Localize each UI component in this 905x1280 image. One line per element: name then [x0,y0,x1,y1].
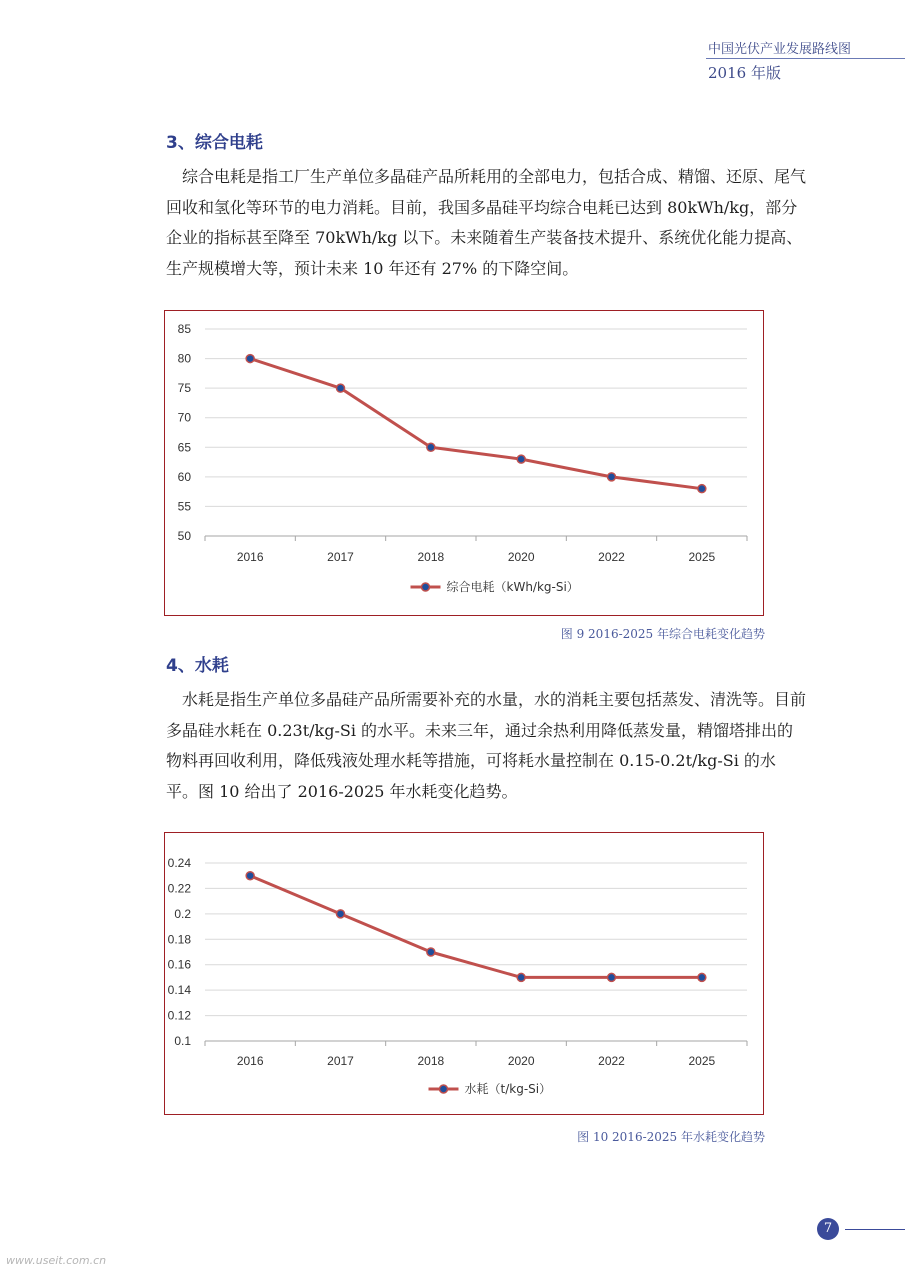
page-number: 7 [817,1218,839,1240]
data-point [698,485,706,493]
chart-power-frame [164,310,764,616]
data-point [246,872,254,880]
chart-power-caption: 图 9 2016-2025 年综合电耗变化趋势 [560,627,765,641]
data-point [698,973,706,981]
y-tick-label: 0.1 [174,1034,191,1048]
chart-power-consumption [165,311,762,614]
legend-label: 综合电耗（kWh/kg-Si） [446,580,579,594]
section-3-heading: 3、综合电耗 [166,133,263,153]
y-tick-label: 0.22 [167,881,191,896]
data-point [337,384,345,392]
series-line [250,359,702,489]
x-tick-label: 2016 [236,1054,264,1068]
data-point [517,455,525,463]
report-edition: 2016 年版 [708,64,781,82]
legend-label: 水耗（t/kg-Si） [464,1082,552,1096]
x-tick-label: 2017 [327,1054,354,1068]
y-tick-label: 70 [177,410,191,425]
data-point [427,948,435,956]
x-tick-label: 2020 [507,1054,535,1068]
x-tick-label: 2025 [688,550,716,564]
data-point [337,910,345,918]
section-3-paragraph: 综合电耗是指工厂生产单位多晶硅产品所耗用的全部电力，包括合成、精馏、还原、尾气回收和氢化等环节的电力消耗。目前，我国多晶硅平均综合电耗已达到 80kWh/kg，部分企业的指标甚至降至 70kWh/kg 以下。未来随着生产装备技术提升、系统优化能力提高、生产规模增大等，预计未来 10 年还有 27% 的下降空间。 [166,167,807,278]
series-line [250,876,702,978]
section-4-paragraph: 水耗是指生产单位多晶硅产品所需要补充的水量，水的消耗主要包括蒸发、清洗等。目前多晶硅水耗在 0.23t/kg-Si 的水平。未来三年，通过余热利用降低蒸发量，精馏塔排出的物料再回收利用，降低残液处理水耗等措施，可将耗水量控制在 0.15-0.2t/kg-Si 的水平。图 10 给出了 2016-2025 年水耗变化趋势。 [166,690,807,801]
data-point [608,473,616,481]
data-point [246,355,254,363]
chart-water-caption: 图 10 2016-2025 年水耗变化趋势 [577,1130,765,1144]
y-tick-label: 0.12 [167,1008,191,1023]
data-point [517,973,525,981]
x-tick-label: 2020 [507,550,535,564]
data-point [608,973,616,981]
data-point [427,443,435,451]
y-tick-label: 80 [177,351,191,366]
x-tick-label: 2022 [598,1054,625,1068]
x-tick-label: 2018 [417,550,445,564]
y-tick-label: 0.16 [167,957,191,972]
x-tick-label: 2022 [598,550,625,564]
legend-marker-swatch [422,583,430,591]
legend-marker-swatch [440,1085,448,1093]
watermark: www.useit.com.cn [6,1254,107,1267]
section-4-heading: 4、水耗 [166,656,229,676]
x-tick-label: 2025 [688,1054,716,1068]
y-tick-label: 0.24 [167,856,191,870]
y-tick-label: 85 [177,322,191,336]
chart-water-consumption [165,833,762,1113]
report-title: 中国光伏产业发展路线图 [708,42,852,57]
y-tick-label: 0.18 [167,932,191,947]
x-tick-label: 2017 [327,550,354,564]
x-tick-label: 2016 [236,550,264,564]
header-divider [706,58,905,59]
y-tick-label: 0.14 [167,983,191,998]
y-tick-label: 0.2 [174,906,191,921]
y-tick-label: 75 [177,381,191,396]
x-tick-label: 2018 [417,1054,445,1068]
chart-water-frame [164,832,764,1115]
y-tick-label: 55 [177,499,191,514]
y-tick-label: 65 [177,440,191,455]
y-tick-label: 50 [177,529,191,543]
page-number-rule [845,1229,905,1230]
y-tick-label: 60 [177,469,191,484]
